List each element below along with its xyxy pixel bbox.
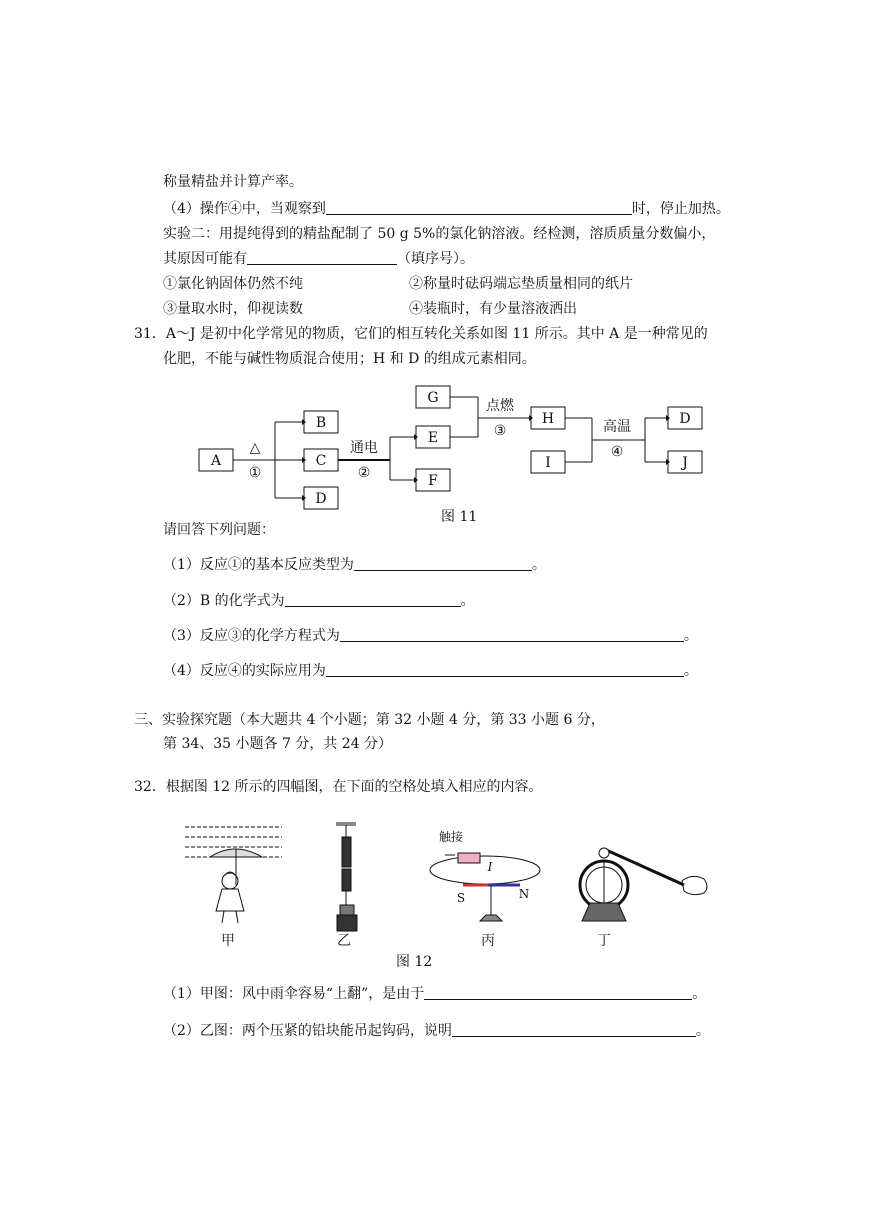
text-line: 实验二：用提纯得到的精盐配制了 50 g 5%的氯化钠溶液。经检测，溶质质量分数偏小， bbox=[163, 226, 716, 242]
text-segment: 。 bbox=[460, 593, 475, 609]
sub-question-3 bbox=[163, 626, 698, 646]
label-E: E bbox=[427, 430, 439, 446]
figure-label-jia: 甲 bbox=[221, 933, 235, 949]
figure-12-caption: 图 12 bbox=[396, 954, 433, 970]
sub-question-2 bbox=[163, 591, 475, 611]
current-label: I bbox=[487, 860, 493, 874]
text-segment: （1）反应①的基本反应类型为 bbox=[163, 557, 354, 573]
answer-blank[interactable] bbox=[354, 556, 532, 571]
answer-blank[interactable] bbox=[340, 627, 684, 642]
figure-11-flowchart bbox=[0, 380, 869, 530]
text-segment: 。 bbox=[683, 663, 698, 679]
text-line: 请回答下列问题： bbox=[163, 522, 275, 538]
option-3: ③量取水时，仰视读数 bbox=[163, 301, 303, 317]
option-2: ②称量时砝码端忘垫质量相同的纸片 bbox=[409, 276, 633, 292]
answer-blank[interactable] bbox=[247, 250, 397, 265]
figure-label-bing: 丙 bbox=[481, 933, 495, 949]
label-G: G bbox=[427, 390, 439, 406]
text-segment: 。 bbox=[695, 1023, 710, 1039]
figure-12-question-2 bbox=[163, 1021, 710, 1041]
text-segment: 。 bbox=[683, 628, 698, 644]
text-segment: 时，停止加热。 bbox=[631, 201, 730, 217]
answer-blank[interactable] bbox=[424, 985, 692, 1000]
text-segment: （3）反应③的化学方程式为 bbox=[163, 628, 340, 644]
condition-ignite: 点燃 bbox=[486, 398, 514, 414]
sub-question-4 bbox=[163, 661, 698, 681]
text-segment: 其原因可能有 bbox=[163, 251, 247, 267]
touch-label: 触接 bbox=[438, 830, 464, 844]
text-segment: （填序号）。 bbox=[397, 251, 474, 267]
reaction-number-1: ① bbox=[248, 465, 262, 481]
answer-blank[interactable] bbox=[326, 662, 684, 677]
lead-blocks-icon bbox=[336, 823, 357, 931]
label-D1: D bbox=[315, 491, 327, 507]
question-32-text: 32．根据图 12 所示的四幅图，在下面的空格处填入相应的内容。 bbox=[134, 779, 543, 795]
condition-heat: △ bbox=[249, 440, 261, 456]
figure-12-question-1 bbox=[163, 984, 706, 1004]
text-segment: 。 bbox=[692, 986, 707, 1002]
reaction-number-3: ③ bbox=[493, 423, 507, 439]
section-3-heading: 第 34、35 小题各 7 分，共 24 分） bbox=[163, 736, 393, 752]
label-I: I bbox=[545, 455, 551, 471]
label-A: A bbox=[210, 453, 222, 469]
sub-question-1 bbox=[163, 555, 546, 575]
label-D2: D bbox=[679, 411, 691, 427]
text-line: 称量精盐并计算产率。 bbox=[163, 174, 303, 190]
question-31-text: 化肥，不能与碱性物质混合使用；H 和 D 的组成元素相同。 bbox=[163, 351, 536, 367]
condition-electrolysis: 通电 bbox=[350, 440, 378, 456]
label-J: J bbox=[682, 455, 688, 471]
text-segment: （1）甲图：风中雨伞容易“上翻”，是由于 bbox=[163, 986, 425, 1002]
answer-blank[interactable] bbox=[326, 200, 632, 215]
text-segment: （2）B 的化学式为 bbox=[163, 593, 285, 609]
umbrella-icon bbox=[185, 827, 282, 923]
label-B: B bbox=[315, 415, 327, 431]
figure-11-caption: 图 11 bbox=[441, 509, 478, 525]
south-pole-label: S bbox=[456, 891, 466, 905]
figure-label-ding: 丁 bbox=[597, 933, 611, 949]
text-segment: （4）操作④中，当观察到 bbox=[163, 201, 326, 217]
text-segment: （4）反应④的实际应用为 bbox=[163, 663, 326, 679]
reaction-number-2: ② bbox=[357, 465, 371, 481]
option-1: ①氯化钠固体仍然不纯 bbox=[163, 276, 303, 292]
label-H: H bbox=[541, 411, 555, 427]
figure-12-illustrations bbox=[0, 815, 869, 960]
question-4-line bbox=[163, 199, 730, 219]
text-segment: 。 bbox=[531, 557, 546, 573]
text-segment: （2）乙图：两个压紧的铅块能吊起钩码，说明 bbox=[163, 1023, 452, 1039]
label-F: F bbox=[428, 473, 438, 489]
rolling-ring-apparatus-icon bbox=[580, 848, 707, 921]
label-C: C bbox=[315, 453, 327, 469]
answer-blank[interactable] bbox=[452, 1022, 696, 1037]
question-31-text: 31．A～J 是初中化学常见的物质，它们的相互转化关系如图 11 所示。其中 A 是一种常见的 bbox=[134, 326, 708, 342]
north-pole-label: N bbox=[518, 887, 530, 901]
reason-line bbox=[163, 249, 474, 269]
reaction-number-4: ④ bbox=[610, 444, 624, 460]
option-4: ④装瓶时，有少量溶液洒出 bbox=[409, 301, 577, 317]
answer-blank[interactable] bbox=[285, 592, 461, 607]
condition-high-temp: 高温 bbox=[603, 419, 631, 435]
section-3-heading: 三、实验探究题（本大题共 4 个小题；第 32 小题 4 分，第 33 小题 6 分， bbox=[134, 712, 605, 728]
figure-label-yi: 乙 bbox=[337, 933, 351, 949]
